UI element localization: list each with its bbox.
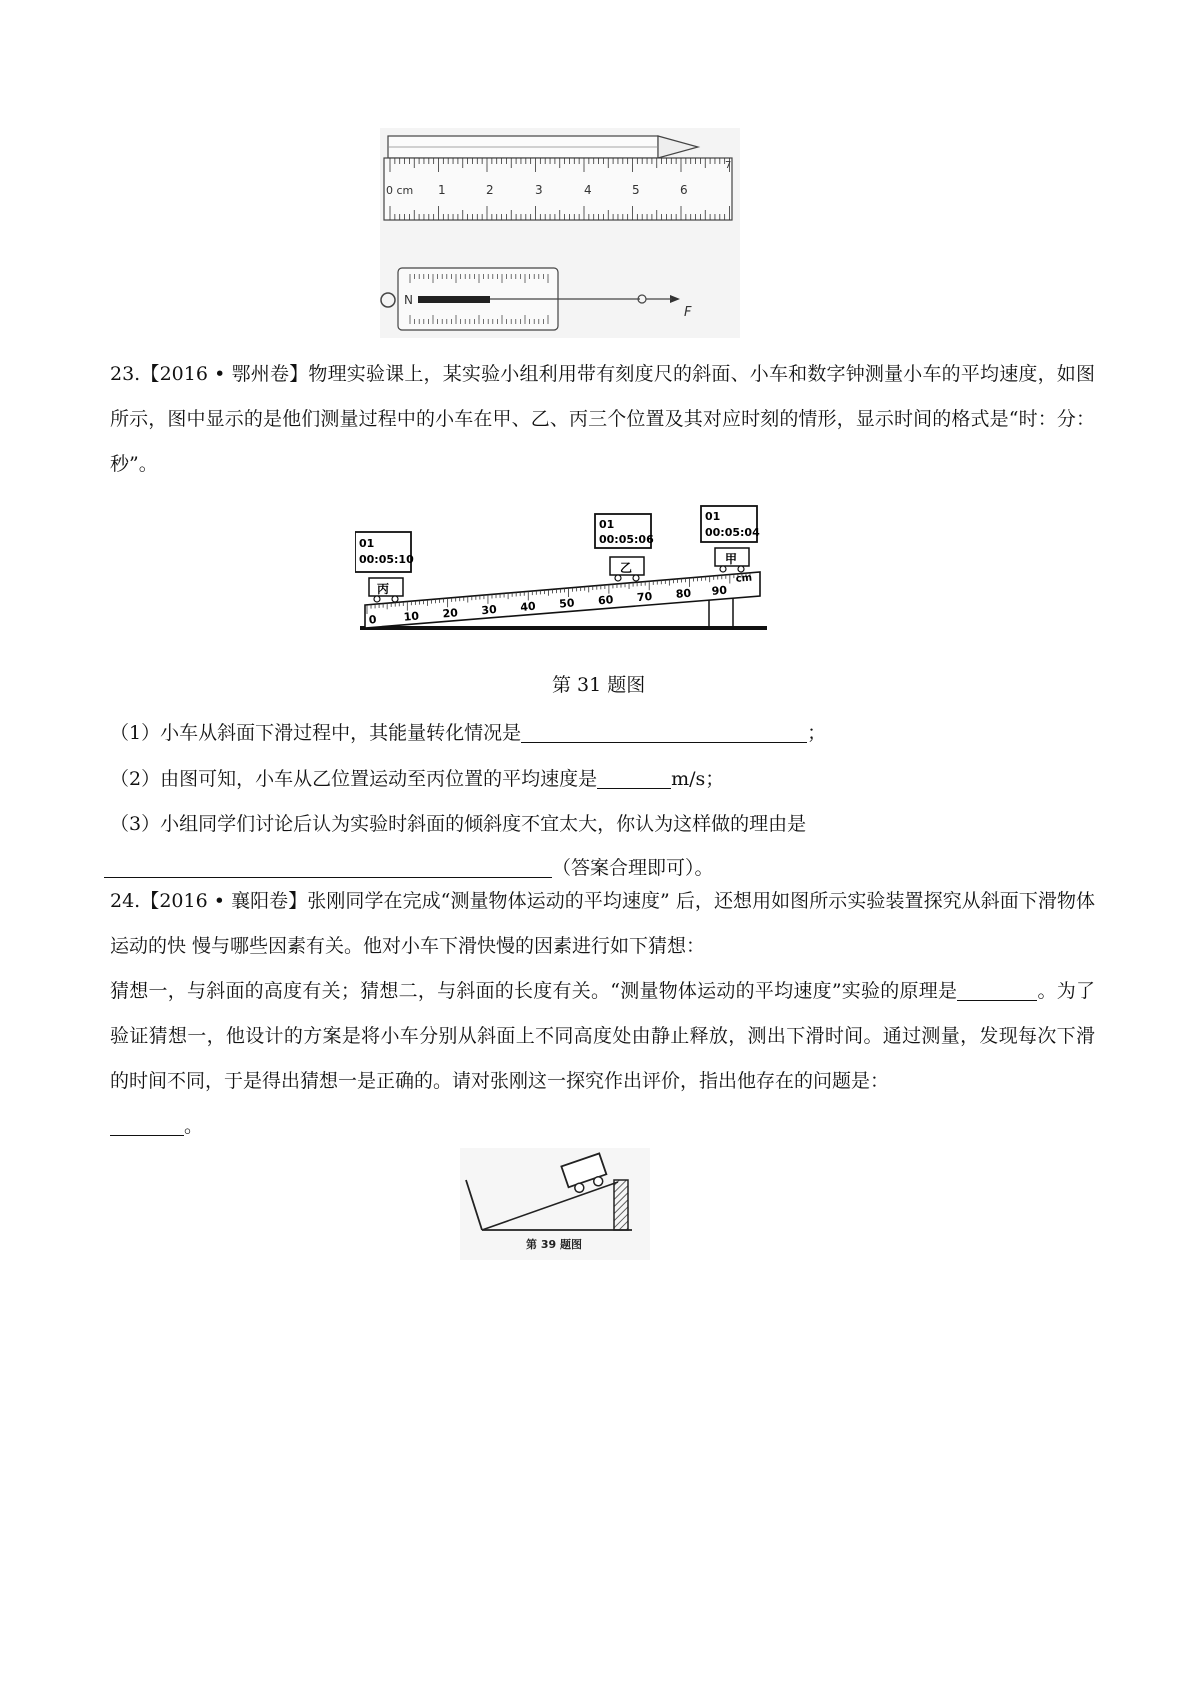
incline-num-90: 90: [711, 583, 728, 598]
q23-sub2: [110, 764, 724, 791]
q24-stem: [110, 879, 1095, 1149]
q23-sub3-text: （3）小组同学们讨论后认为实验时斜面的倾斜度不宜太大，你认为这样做的理由是: [110, 813, 807, 835]
q24-stem-text: 张刚同学在完成“测量物体运动的平均速度” 后，还想用如图所示实验装置探究从斜面下滑物体运动的快 慢与哪些因素有关。他对小车下滑快慢的因素进行如下猜想：: [110, 890, 1096, 957]
cart-yi: [610, 557, 644, 581]
q24-stem2-suffix: 。为了验证猜想一，他设计的方案是将小车分别从斜面上不同高度处由静止释放，测出下滑时间。通过测量，发现每次下滑的时间不同，于是得出猜想一是正确的。请对张刚这一探究作出评价，指出他存在的问题是：: [110, 980, 1095, 1092]
incline-num-50: 50: [558, 596, 575, 611]
ruler-label-1: 1: [438, 183, 446, 197]
cart-yi-label: 乙: [620, 561, 633, 575]
incline-num-60: 60: [597, 593, 614, 608]
q23-source: 【2016 • 鄂州卷】: [140, 363, 309, 385]
q23-sub2-text: （2）由图可知，小车从乙位置运动至丙位置的平均速度是: [110, 768, 598, 790]
incline-num-70: 70: [636, 589, 653, 605]
cart-jia: [715, 548, 749, 572]
q23-sub2-unit: m/s；: [671, 768, 725, 790]
q23-stem-text: 物理实验课上，某实验小组利用带有刻度尺的斜面、小车和数字钟测量小车的平均速度，如图所示，图中显示的是他们测量过程中的小车在甲、乙、丙三个位置及其对应时刻的情形，显示时间的格式是“时：分：秒”。: [110, 363, 1095, 475]
spring-scale-force-label: F: [684, 305, 692, 320]
cart-bing-label: 丙: [377, 582, 390, 596]
q23-number: 23.: [110, 363, 141, 385]
q24-stem2-end: 。: [184, 1115, 204, 1137]
incline-block-figure: [460, 1148, 650, 1260]
q24-principle-blank[interactable]: [957, 980, 1037, 1001]
clock-yi-line1: 01: [599, 518, 615, 531]
q23-sub3-answer-blank[interactable]: [104, 857, 552, 878]
incline-num-30: 30: [480, 602, 498, 618]
q24-problem-blank[interactable]: [110, 1115, 184, 1136]
ruler-label-2: 2: [486, 183, 494, 197]
q23-sub2-answer-blank[interactable]: [597, 768, 671, 789]
ruler-label-3: 3: [535, 183, 543, 197]
cart-bing: [369, 578, 403, 602]
incline-num-80: 80: [675, 586, 692, 601]
incline-num-20: 20: [442, 606, 459, 621]
ruler-label-0: 0 cm: [386, 184, 414, 197]
q23-sub3-tail: （答案合理即可）。: [552, 857, 714, 879]
q23-figure-caption: 第 31 题图: [552, 674, 646, 696]
ruler-label-7: 7: [725, 160, 732, 171]
q24-stem2-text: 猜想一，与斜面的高度有关；猜想二，与斜面的长度有关。“测量物体运动的平均速度”实验的原理是: [110, 980, 958, 1002]
incline-timer-figure: [355, 500, 775, 645]
spring-scale-left-label: N: [404, 293, 413, 307]
clock-yi-line2: 00:05:06: [599, 533, 654, 546]
clock-bing-line2: 00:05:10: [359, 553, 414, 566]
clock-jia-line2: 00:05:04: [705, 526, 760, 539]
q23-sub1: [110, 718, 826, 745]
q23-sub1-text: （1）小车从斜面下滑过程中，其能量转化情况是: [110, 722, 522, 744]
pencil: [388, 136, 698, 158]
incline-block-caption: 第 39 题图: [526, 1238, 582, 1251]
clock-yi: [595, 514, 654, 548]
q24-number: 24.: [110, 890, 141, 912]
ruler-label-4: 4: [584, 183, 592, 197]
clock-bing-line1: 01: [359, 537, 375, 550]
cart-jia-label: 甲: [725, 552, 738, 566]
incline-num-10: 10: [403, 609, 420, 624]
clock-jia: [701, 506, 760, 542]
clock-bing: [355, 532, 414, 572]
incline-num-40: 40: [519, 599, 537, 614]
ruler-label-5: 5: [632, 183, 640, 197]
q23-sub1-answer-blank[interactable]: [521, 722, 807, 743]
q23-stem: [110, 352, 1095, 487]
q23-sub3: [110, 809, 806, 836]
incline-num-0: 0: [368, 613, 378, 627]
hatched-support-block: [614, 1180, 628, 1230]
ruler-label-6: 6: [680, 183, 688, 197]
q23-sub1-suffix: ；: [807, 722, 827, 744]
q23-sub3-answer-line: [104, 853, 714, 880]
clock-jia-line1: 01: [705, 510, 721, 523]
incline-unit-cm: cm: [735, 572, 753, 585]
ruler-pencil-spring-scale-figure: [380, 128, 740, 338]
q24-source: 【2016 • 襄阳卷】: [140, 890, 308, 912]
